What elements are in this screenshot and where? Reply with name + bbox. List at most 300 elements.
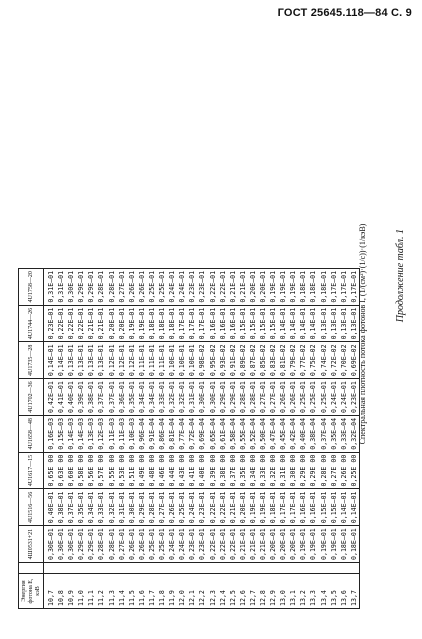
flux-value: 0,11E—01: [158, 344, 167, 377]
source-header: 4U1702—36: [19, 379, 44, 416]
flux-value: 0,19E—01: [319, 528, 328, 560]
flux-value: 0,16E—01: [299, 491, 308, 524]
energy-value: 13,3: [309, 590, 318, 606]
source-header: 4U1735—28: [19, 342, 44, 379]
flux-value: 0,18E—01: [309, 270, 318, 303]
energy-value: 12,1: [188, 590, 197, 606]
flux-value: 0,28E 00: [319, 454, 328, 487]
flux-value: 0,19E—01: [289, 270, 298, 303]
flux-value: 0,10E—01: [188, 344, 197, 377]
flux-value: 0,14E—01: [349, 491, 358, 524]
flux-value: 0,26E—01: [168, 491, 177, 524]
flux-value: 0,14E—03: [77, 417, 86, 450]
flux-value: 0,15E—01: [269, 307, 278, 340]
energy-value: 11,3: [107, 590, 116, 606]
flux-value: 0,13E—01: [339, 307, 348, 340]
flux-value: 0,24E—01: [168, 528, 177, 560]
flux-value: 0,72E—04: [188, 417, 197, 450]
flux-value: 0,37E—04: [319, 417, 328, 450]
flux-value: 0,41E 00: [188, 454, 197, 487]
flux-value: 0,25E 00: [349, 454, 358, 487]
energy-value: 13,5: [329, 590, 338, 606]
energy-value: 10,8: [57, 590, 66, 606]
spacer-column: [44, 563, 360, 574]
flux-value: 0,96E—04: [137, 417, 146, 450]
flux-value: 0,26E—01: [127, 528, 136, 560]
flux-value: 0,15E—03: [57, 417, 66, 450]
flux-value: 0,55E 00: [107, 454, 116, 487]
flux-value: 0,24E—01: [168, 270, 177, 303]
energy-value: 13,0: [279, 590, 288, 606]
flux-value: 0,12E—01: [117, 344, 126, 377]
flux-value: 0,17E—01: [339, 270, 348, 303]
flux-value: 0,13E—01: [329, 307, 338, 340]
flux-value: 0,86E—04: [158, 417, 167, 450]
flux-value: 0,26E—01: [137, 528, 146, 560]
flux-value: 0,33E 00: [258, 454, 267, 487]
flux-value: 0,19E—01: [269, 270, 278, 303]
flux-value: 0,19E—01: [299, 528, 308, 560]
energy-value: 13,1: [289, 590, 298, 606]
flux-value: 0,46E 00: [158, 454, 167, 487]
flux-value: 0,22E—01: [228, 528, 237, 560]
flux-value: 0,50E—04: [258, 417, 267, 450]
flux-value: 0,22E—01: [208, 270, 217, 303]
flux-value: 0,39E—01: [77, 381, 86, 413]
flux-value: 0,61E—04: [218, 417, 227, 450]
flux-value: 0,30E 00: [289, 454, 298, 487]
flux-value: 0,22E—01: [218, 270, 227, 303]
document-reference: ГОСТ 25645.118—84 С. 9: [277, 7, 412, 19]
flux-value: 0,28E—01: [97, 528, 106, 560]
flux-value: 0,18E—01: [319, 270, 328, 303]
flux-value: 0,25E—01: [158, 270, 167, 303]
flux-value: 0,27E—01: [117, 270, 126, 303]
flux-value: 0,28E—01: [238, 381, 247, 413]
source-column: [44, 342, 360, 379]
flux-value: 0,11E—01: [137, 344, 146, 377]
flux-value: 0,18E—01: [299, 270, 308, 303]
flux-value: 0,51E 00: [127, 454, 136, 487]
flux-value: 0,16E—01: [218, 307, 227, 340]
flux-value: 0,28E—01: [147, 491, 156, 524]
rotated-table-page: [0, 29, 422, 639]
flux-value: 0,69E—02: [349, 344, 358, 377]
flux-value: 0,39E 00: [208, 454, 217, 487]
flux-value: 0,17E—01: [188, 307, 197, 340]
flux-value: 0,26E—01: [279, 381, 288, 413]
flux-value: 0,25E—01: [147, 528, 156, 560]
flux-value: 0,37E—01: [97, 381, 106, 413]
photon-flux-table: [18, 268, 360, 609]
flux-value: 0,74E—02: [319, 344, 328, 377]
flux-value: 0,69E—04: [198, 417, 207, 450]
flux-value: 0,19E—01: [258, 491, 267, 524]
flux-value: 0,21E—01: [238, 528, 247, 560]
flux-value: 0,14E—01: [289, 307, 298, 340]
flux-value: 0,34E—01: [137, 381, 146, 413]
flux-value: 0,25E—01: [299, 381, 308, 413]
table-caption: Спектральная плотность потока фотонов I, (1/(см²)·(1/с))·(1/кэВ): [358, 223, 367, 445]
spacer-header: [19, 563, 44, 574]
flux-value: 0,22E—01: [57, 307, 66, 340]
flux-value: 0,40E—01: [47, 491, 55, 524]
flux-value: 0,14E—01: [279, 307, 288, 340]
flux-value: 0,20E—01: [289, 528, 298, 560]
flux-value: 0,35E—01: [127, 381, 136, 413]
energy-value: 11,5: [127, 590, 136, 606]
flux-value: 0,10E—03: [127, 417, 136, 450]
energy-value: 11,4: [117, 590, 126, 606]
flux-value: 0,13E—01: [319, 307, 328, 340]
flux-value: 0,22E—01: [77, 307, 86, 340]
flux-value: 0,24E—01: [178, 270, 187, 303]
flux-value: 0,15E—01: [329, 491, 338, 524]
energy-value: 10,9: [67, 590, 76, 606]
flux-value: 0,29E—01: [87, 270, 96, 303]
flux-value: 0,20E—01: [117, 307, 126, 340]
flux-value: 0,34E—01: [147, 381, 156, 413]
source-column: [44, 379, 360, 416]
flux-value: 0,35E—01: [77, 491, 86, 524]
flux-value: 0,91E—04: [147, 417, 156, 450]
flux-value: 0,52E—04: [248, 417, 257, 450]
energy-value: 13,7: [349, 590, 358, 606]
energy-value: 12,7: [248, 590, 257, 606]
flux-value: 0,35E—04: [329, 417, 338, 450]
source-column: [44, 268, 360, 305]
flux-value: 0,17E—01: [178, 307, 187, 340]
flux-value: 0,31E 00: [279, 454, 288, 487]
flux-value: 0,30E—01: [67, 270, 76, 303]
flux-value: 0,58E—04: [228, 417, 237, 450]
energy-value: 12,6: [238, 590, 247, 606]
energy-value: 12,9: [269, 590, 278, 606]
flux-value: 0,21E—01: [97, 307, 106, 340]
flux-value: 0,29E—01: [77, 528, 86, 560]
flux-value: 0,34E—01: [87, 491, 96, 524]
flux-value: 0,27E 00: [329, 454, 338, 487]
flux-value: 0,31E—01: [57, 270, 66, 303]
flux-value: 0,29E—01: [137, 491, 146, 524]
flux-value: 0,60E 00: [67, 454, 76, 487]
energy-value: 11,1: [87, 590, 96, 606]
flux-value: 0,36E—01: [117, 381, 126, 413]
flux-value: 0,17E—01: [329, 270, 338, 303]
energy-value: 13,2: [299, 590, 308, 606]
source-header: 4U1516—56: [19, 489, 44, 526]
energy-value: 10,7: [47, 590, 55, 606]
flux-value: 0,33E—01: [158, 381, 167, 413]
flux-value: 0,18E—01: [269, 491, 278, 524]
flux-value: 0,65E—04: [208, 417, 217, 450]
flux-value: 0,75E—02: [309, 344, 318, 377]
flux-value: 0,13E—01: [67, 344, 76, 377]
energy-value: 12,0: [178, 590, 187, 606]
flux-value: 0,25E—01: [178, 491, 187, 524]
flux-value: 0,77E—04: [178, 417, 187, 450]
flux-value: 0,16E—01: [228, 307, 237, 340]
flux-value: 0,70E—02: [339, 344, 348, 377]
flux-value: 0,91E—02: [228, 344, 237, 377]
flux-value: 0,72E—02: [329, 344, 338, 377]
flux-value: 0,40E—01: [67, 381, 76, 413]
energy-value: 12,5: [228, 590, 237, 606]
flux-value: 0,93E—02: [218, 344, 227, 377]
flux-value: 0,81E—02: [279, 344, 288, 377]
flux-value: 0,17E—01: [279, 491, 288, 524]
flux-value: 0,14E—01: [47, 344, 55, 377]
flux-value: 0,79E—02: [289, 344, 298, 377]
flux-value: 0,38E—04: [309, 417, 318, 450]
source-column: [44, 305, 360, 342]
energy-value: 12,2: [198, 590, 207, 606]
flux-value: 0,29E—01: [87, 528, 96, 560]
flux-value: 0,19E—01: [329, 528, 338, 560]
flux-value: 0,18E—01: [147, 307, 156, 340]
flux-value: 0,28E—01: [107, 270, 116, 303]
flux-value: 0,19E—01: [309, 528, 318, 560]
flux-value: 0,29E—01: [218, 381, 227, 413]
flux-value: 0,20E—01: [279, 528, 288, 560]
flux-value: 0,37E 00: [228, 454, 237, 487]
flux-value: 0,31E—01: [188, 381, 197, 413]
header-row: [19, 268, 44, 608]
flux-value: 0,37E—01: [107, 381, 116, 413]
energy-value: 11,2: [97, 590, 106, 606]
flux-value: 0,25E—01: [309, 381, 318, 413]
flux-value: 0,16E—01: [208, 307, 217, 340]
flux-value: 0,20E—01: [269, 528, 278, 560]
flux-value: 0,21E—01: [248, 528, 257, 560]
flux-value: 0,81E—04: [168, 417, 177, 450]
flux-value: 0,14E—03: [67, 417, 76, 450]
flux-value: 0,25E—01: [319, 381, 328, 413]
flux-value: 0,18E—01: [349, 528, 358, 560]
flux-value: 0,20E—01: [107, 307, 116, 340]
flux-value: 0,77E—02: [299, 344, 308, 377]
flux-value: 0,16E—01: [309, 491, 318, 524]
flux-value: 0,26E—01: [289, 381, 298, 413]
flux-value: 0,14E—01: [339, 491, 348, 524]
flux-value: 0,23E—01: [47, 307, 55, 340]
flux-value: 0,17E—01: [349, 270, 358, 303]
flux-value: 0,12E—03: [97, 417, 106, 450]
source-column: [44, 452, 360, 489]
source-column: [44, 415, 360, 452]
energy-value: 12,4: [218, 590, 227, 606]
flux-value: 0,48E 00: [147, 454, 156, 487]
flux-value: 0,21E—01: [87, 307, 96, 340]
flux-value: 0,26E—01: [127, 270, 136, 303]
flux-value: 0,33E—01: [97, 491, 106, 524]
flux-value: 0,49E 00: [137, 454, 146, 487]
flux-value: 0,42E—04: [289, 417, 298, 450]
source-header: 4U1758—20: [19, 268, 44, 305]
source-column: [44, 489, 360, 526]
flux-value: 0,17E—01: [198, 307, 207, 340]
flux-value: 0,29E—01: [77, 270, 86, 303]
flux-value: 0,11E—01: [147, 344, 156, 377]
flux-value: 0,23E—01: [188, 270, 197, 303]
flux-value: 0,18E—01: [158, 307, 167, 340]
flux-value: 0,24E—01: [188, 491, 197, 524]
flux-value: 0,30E—01: [67, 528, 76, 560]
flux-value: 0,23E—01: [198, 491, 207, 524]
energy-header: Энергия фотона E, кэВ: [19, 574, 44, 609]
flux-value: 0,27E—01: [258, 381, 267, 413]
flux-value: 0,29E 00: [299, 454, 308, 487]
energy-value: 13,6: [339, 590, 348, 606]
flux-value: 0,18E—01: [339, 528, 348, 560]
flux-value: 0,25E—01: [147, 270, 156, 303]
flux-value: 0,23E—01: [188, 528, 197, 560]
flux-value: 0,15E—01: [248, 307, 257, 340]
energy-value: 13,4: [319, 590, 328, 606]
flux-value: 0,89E—02: [238, 344, 247, 377]
flux-value: 0,27E—01: [158, 491, 167, 524]
energy-value: 12,8: [258, 590, 267, 606]
energy-value: 11,6: [137, 590, 146, 606]
flux-value: 0,21E—01: [228, 270, 237, 303]
flux-value: 0,32E—01: [178, 381, 187, 413]
flux-value: 0,22E—01: [208, 491, 217, 524]
flux-value: 0,12E—01: [127, 344, 136, 377]
energy-column: [44, 574, 360, 609]
flux-value: 0,21E—01: [238, 270, 247, 303]
energy-value: 11,7: [147, 590, 156, 606]
flux-value: 0,17E—01: [289, 491, 298, 524]
flux-value: 0,37E—01: [67, 491, 76, 524]
flux-value: 0,19E—01: [248, 491, 257, 524]
flux-value: 0,13E—01: [87, 344, 96, 377]
flux-value: 0,30E—01: [57, 528, 66, 560]
flux-value: 0,41E—01: [57, 381, 66, 413]
flux-value: 0,27E—01: [269, 381, 278, 413]
flux-value: 0,13E—01: [77, 344, 86, 377]
flux-value: 0,23E—01: [198, 270, 207, 303]
flux-value: 0,30E—01: [127, 491, 136, 524]
flux-value: 0,28E—01: [107, 528, 116, 560]
flux-value: 0,15E—01: [238, 307, 247, 340]
flux-value: 0,32E—01: [168, 381, 177, 413]
page-header: [0, 0, 422, 30]
flux-value: 0,42E—01: [47, 381, 55, 413]
flux-value: 0,47E—04: [269, 417, 278, 450]
flux-value: 0,10E—01: [178, 344, 187, 377]
source-column: [44, 526, 360, 563]
source-header: 4U1658—48: [19, 415, 44, 452]
flux-value: 0,35E 00: [238, 454, 247, 487]
flux-value: 0,14E—01: [299, 307, 308, 340]
flux-value: 0,21E—01: [228, 491, 237, 524]
flux-value: 0,24E—01: [339, 381, 348, 413]
flux-value: 0,26E—01: [137, 270, 146, 303]
flux-value: 0,13E—03: [87, 417, 96, 450]
flux-value: 0,55E—04: [238, 417, 247, 450]
flux-value: 0,23E—01: [198, 528, 207, 560]
flux-value: 0,14E—01: [57, 344, 66, 377]
flux-value: 0,20E—01: [248, 270, 257, 303]
flux-value: 0,21E—01: [258, 528, 267, 560]
energy-value: 11,0: [77, 590, 86, 606]
flux-value: 0,25E—01: [158, 528, 167, 560]
flux-value: 0,24E—01: [178, 528, 187, 560]
flux-value: 0,30E—01: [208, 381, 217, 413]
energy-value: 11,8: [158, 590, 167, 606]
flux-value: 0,34E 00: [248, 454, 257, 487]
continuation-note: Продолжение табл. 1: [395, 229, 406, 323]
data-row: [44, 268, 360, 608]
flux-value: 0,20E—01: [258, 270, 267, 303]
flux-value: 0,22E—01: [208, 528, 217, 560]
flux-value: 0,56E 00: [87, 454, 96, 487]
flux-value: 0,31E—01: [47, 270, 55, 303]
flux-value: 0,98E—02: [198, 344, 207, 377]
flux-value: 0,32E—01: [107, 491, 116, 524]
energy-value: 12,3: [208, 590, 217, 606]
flux-value: 0,87E—02: [248, 344, 257, 377]
flux-value: 0,40E 00: [198, 454, 207, 487]
flux-value: 0,19E—01: [137, 307, 146, 340]
flux-value: 0,22E—01: [218, 491, 227, 524]
flux-value: 0,38E—01: [87, 381, 96, 413]
flux-value: 0,11E—03: [117, 417, 126, 450]
flux-value: 0,43E 00: [178, 454, 187, 487]
flux-value: 0,58E 00: [77, 454, 86, 487]
flux-value: 0,27E—01: [117, 528, 126, 560]
flux-value: 0,40E—04: [299, 417, 308, 450]
flux-value: 0,85E—02: [258, 344, 267, 377]
flux-value: 0,53E 00: [117, 454, 126, 487]
flux-value: 0,28E—01: [248, 381, 257, 413]
flux-value: 0,65E 00: [47, 454, 55, 487]
flux-value: 0,38E—01: [57, 491, 66, 524]
flux-value: 0,24E—01: [329, 381, 338, 413]
flux-value: 0,10E—01: [168, 344, 177, 377]
flux-value: 0,29E—01: [228, 381, 237, 413]
flux-value: 0,30E—01: [47, 528, 55, 560]
flux-value: 0,44E 00: [168, 454, 177, 487]
flux-value: 0,20E—01: [238, 491, 247, 524]
flux-value: 0,14E—01: [309, 307, 318, 340]
flux-value: 0,95E—02: [208, 344, 217, 377]
flux-value: 0,18E—01: [168, 307, 177, 340]
flux-value: 0,26E 00: [339, 454, 348, 487]
flux-value: 0,15E—01: [319, 491, 328, 524]
flux-value: 0,38E 00: [218, 454, 227, 487]
flux-value: 0,12E—01: [107, 344, 116, 377]
flux-value: 0,29E 00: [309, 454, 318, 487]
flux-value: 0,22E—01: [218, 528, 227, 560]
flux-value: 0,57E 00: [97, 454, 106, 487]
flux-value: 0,13E—01: [349, 307, 358, 340]
flux-value: 0,83E—02: [269, 344, 278, 377]
flux-value: 0,63E 00: [57, 454, 66, 487]
flux-value: 0,15E—01: [258, 307, 267, 340]
flux-value: 0,30E—01: [198, 381, 207, 413]
flux-value: 0,11E—03: [107, 417, 116, 450]
flux-value: 0,19E—01: [279, 270, 288, 303]
flux-value: 0,31E—01: [117, 491, 126, 524]
flux-value: 0,45E—04: [279, 417, 288, 450]
flux-value: 0,23E—01: [349, 381, 358, 413]
flux-value: 0,33E—04: [339, 417, 348, 450]
flux-value: 0,19E—01: [127, 307, 136, 340]
energy-value: 11,9: [168, 590, 177, 606]
flux-value: 0,32E 00: [269, 454, 278, 487]
flux-value: 0,16E—03: [47, 417, 55, 450]
